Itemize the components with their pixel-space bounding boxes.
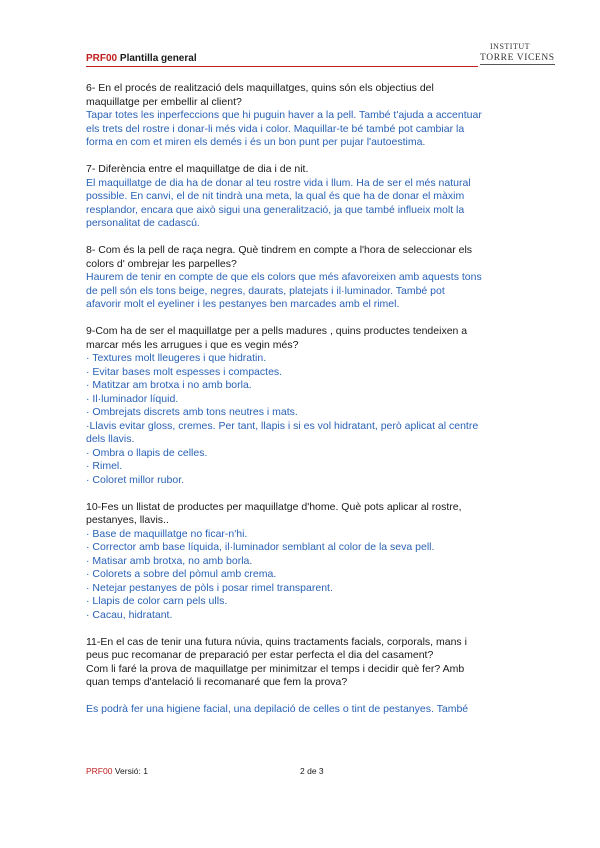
- question-line: 8- Com és la pell de raça negra. Què tindrem en compte a l'hora de seleccionar els: [86, 244, 473, 256]
- question-line: 10-Fes un llistat de productes per maquillatge d'home. Què pots aplicar al rostre,: [86, 500, 462, 513]
- header-doc-title: Plantilla general: [119, 53, 197, 64]
- answer-line: afavorir molt el eyeliner i les pestanyes ben marcades amb el rimel.: [86, 298, 400, 310]
- question-line: marcar més les arrugues i que es vegin més?: [86, 338, 299, 351]
- footer-version: [86, 766, 148, 776]
- header-title: [86, 53, 197, 64]
- question-block: [86, 163, 536, 231]
- answer-line: ·Llavis evitar gloss, cremes. Per tant, llapis i si es vol hidratant, però aplicat al centre: [86, 419, 479, 432]
- question-block: [86, 244, 536, 312]
- section-spacer: [86, 231, 536, 245]
- question-line: quan temps d'antelació li recomanaré que fem la prova?: [86, 676, 348, 688]
- answer-line: de pell són els tons beige, negres, daurats, platejats i il·luminador. També pot: [86, 284, 445, 297]
- answer-line: · Corrector amb base líquida, il·luminador semblant al color de la seva pell.: [86, 541, 435, 553]
- answer-line: forma en com et miren els demés i és un bon punt per pujar l'autoestima.: [86, 136, 426, 148]
- footer-page-number: 2 de 3: [300, 766, 324, 776]
- question-block: [86, 325, 536, 487]
- footer-doc-code: PRF00: [86, 766, 113, 776]
- answer-line: · Evitar bases molt espesses i compactes.: [86, 365, 283, 378]
- question-line: Com li faré la prova de maquillatge per minimitzar el temps i decidir què fer? Amb: [86, 662, 465, 675]
- answer-line: resplandor, encara que això sigui una generalització, ja que també influeix molt la: [86, 203, 465, 216]
- page-footer: [86, 766, 536, 780]
- question-line: 6- En el procés de realització dels maquillatges, quins són els objectius del: [86, 82, 434, 94]
- question-block: [86, 82, 536, 150]
- question-line: 7- Diferència entre el maquillatge de dia i de nit.: [86, 163, 309, 175]
- answer-line: · Cacau, hidratant.: [86, 608, 173, 621]
- question-line: 9-Com ha de ser el maquillatge per a pells madures , quins productes tendeixen a: [86, 325, 468, 337]
- header-doc-code: PRF00: [86, 53, 118, 64]
- question-line: pestanyes, llavis..: [86, 514, 169, 526]
- answer-line: · Base de maquillatge no ficar-n'hi.: [86, 527, 248, 540]
- answer-line: possible. En canvi, el de nit tindrà una meta, la qual és que ha de donar el màxim: [86, 190, 465, 202]
- answer-line: · Matisar amb brotxa, no amb borla.: [86, 554, 253, 567]
- section-spacer: [86, 312, 536, 326]
- answer-line: · Rimel.: [86, 460, 123, 472]
- answer-line: · Ombra o llapis de celles.: [86, 446, 208, 459]
- section-spacer: [86, 150, 536, 164]
- answer-line: els trets del rostre i donar-li més vida i color. Maquillar-te bé també pot cambiar la: [86, 122, 465, 135]
- answer-line: El maquillatge de dia ha de donar al teu rostre vida i llum. Ha de ser el més natural: [86, 176, 471, 189]
- answer-line: · Llapis de color carn pels ulls.: [86, 595, 228, 607]
- answer-line: Haurem de tenir en compte de que els colors que més afavoreixen amb aquests tons: [86, 271, 482, 283]
- question-line: [86, 690, 536, 704]
- logo-text-bottom: TORRE VICENS: [480, 53, 555, 63]
- answer-line: · Matitzar am brotxa i no amb borla.: [86, 379, 252, 391]
- question-line: peus puc recomanar de preparació per estar perfecta el dia del casament?: [86, 649, 434, 661]
- logo-text-top: INSTITUT: [490, 42, 530, 51]
- answer-line: Tapar totes les inperfeccions que hi puguin haver a la pell. També t'ajuda a accentuar: [86, 109, 482, 121]
- question-block: [86, 636, 536, 717]
- section-spacer: [86, 487, 536, 501]
- answer-line: · Netejar pestanyes de pòls i posar rimel transparent.: [86, 581, 333, 594]
- question-line: colors d' ombrejar les parpelles?: [86, 257, 237, 270]
- question-line: maquillatge per embellir al client?: [86, 95, 242, 108]
- answer-line: · Colorets a sobre del pòmul amb crema.: [86, 568, 277, 580]
- header-divider: [86, 66, 478, 67]
- answer-line: · Coloret millor rubor.: [86, 473, 185, 486]
- question-line: 11-En el cas de tenir una futura núvia, quins tractaments facials, corporals, mans i: [86, 635, 467, 648]
- page-header: [86, 40, 555, 68]
- answer-line: dels llavis.: [86, 433, 135, 445]
- answer-line: · Textures molt lleugeres i que hidratin.: [86, 352, 267, 364]
- section-spacer: [86, 622, 536, 636]
- institut-torre-vicens-logo: [478, 40, 555, 70]
- document-body: [86, 82, 536, 717]
- footer-version-label: Versió: 1: [114, 766, 148, 776]
- answer-line: · Ombrejats discrets amb tons neutres i mats.: [86, 406, 298, 418]
- answer-line: Es podrà fer una higiene facial, una depilació de celles o tint de pestanyes. També: [86, 703, 469, 715]
- answer-line: · Il·luminador líquid.: [86, 392, 179, 405]
- question-block: [86, 501, 536, 623]
- answer-line: personalitat de cadascú.: [86, 217, 200, 229]
